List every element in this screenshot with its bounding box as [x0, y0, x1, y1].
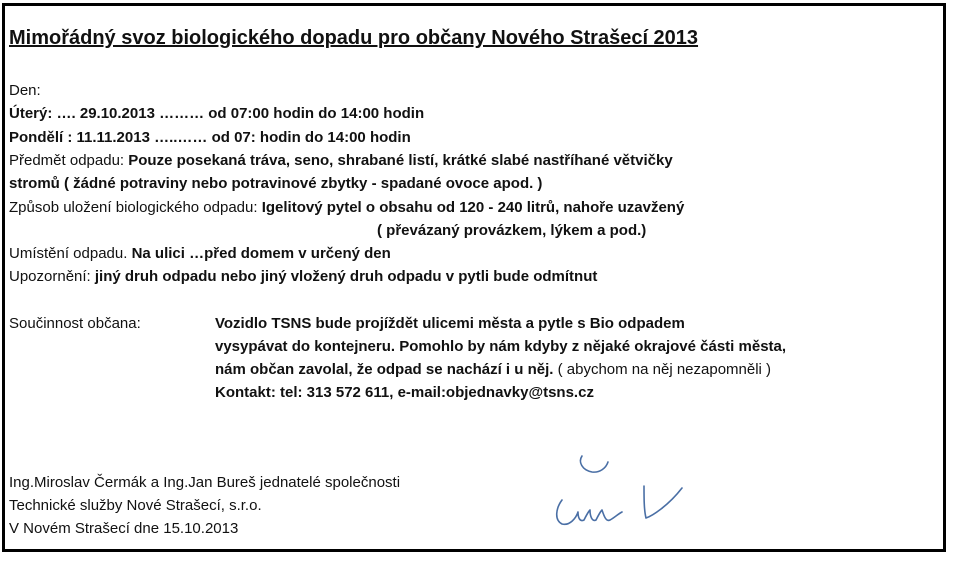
- soucinnost-label: Součinnost občana:: [9, 315, 141, 332]
- day-monday: Pondělí : 11.11.2013 …..…… od 07: hodin do 14:00 hodin: [9, 129, 411, 146]
- zpusob-value-1: Igelitový pytel o obsahu od 120 - 240 litrů, nahoře uzavžený: [261, 199, 685, 216]
- soucinnost-line-2: vysypávat do kontejneru. Pomohlo by nám kdyby z nějaké okrajové části města,: [215, 338, 787, 355]
- soucinnost-line-3-normal: ( abychom na něj nezapomněli ): [553, 361, 772, 378]
- predmet-label: Předmět odpadu:: [9, 152, 129, 169]
- soucinnost-line-1: Vozidlo TSNS bude projíždět ulicemi města a pytle s Bio odpadem: [215, 315, 685, 332]
- footer-line-2: Technické služby Nové Strašecí, s.r.o.: [9, 497, 262, 514]
- page-title: Mimořádný svoz biologického dopadu pro občany Nového Strašecí 2013: [9, 27, 699, 49]
- signature-image: [548, 448, 698, 538]
- day-tuesday: Úterý: …. 29.10.2013 ……… od 07:00 hodin do 14:00 hodin: [9, 105, 425, 122]
- umisteni-value: Na ulici …před domem v určený den: [131, 245, 391, 262]
- soucinnost-line-3-bold: nám občan zavolal, že odpad se nachází i u něj.: [215, 361, 554, 378]
- signature-stroke-top: [580, 456, 608, 472]
- zpusob-value-2: ( převázaný provázkem, lýkem a pod.): [377, 222, 647, 239]
- zpusob-line-1: [9, 199, 684, 217]
- soucinnost-line-3: [215, 361, 771, 379]
- predmet-value-2: stromů ( žádné potraviny nebo potravinové zbytky - spadané ovoce apod. ): [9, 175, 543, 192]
- footer-line-1: Ing.Miroslav Čermák a Ing.Jan Bureš jednatelé společnosti: [9, 474, 401, 491]
- signature-stroke-mark: [644, 486, 682, 518]
- predmet-line-1: [9, 152, 673, 170]
- zpusob-label: Způsob uložení biologického odpadu:: [9, 199, 262, 216]
- upozorneni-label: Upozornění:: [9, 268, 95, 285]
- umisteni-label: Umístění odpadu.: [9, 245, 132, 262]
- umisteni-line: [9, 245, 391, 263]
- footer-line-3: V Novém Strašecí dne 15.10.2013: [9, 520, 239, 537]
- contact-line: Kontakt: tel: 313 572 611, e-mail:objednavky@tsns.cz: [215, 384, 594, 401]
- predmet-value-1: Pouze posekaná tráva, seno, shrabané listí, krátké slabé nastříhané větvičky: [128, 152, 673, 169]
- signature-stroke-name: [557, 500, 622, 524]
- den-label: Den:: [9, 82, 41, 99]
- upozorneni-value: jiný druh odpadu nebo jiný vložený druh odpadu v pytli bude odmítnut: [94, 268, 598, 285]
- upozorneni-line: [9, 268, 597, 286]
